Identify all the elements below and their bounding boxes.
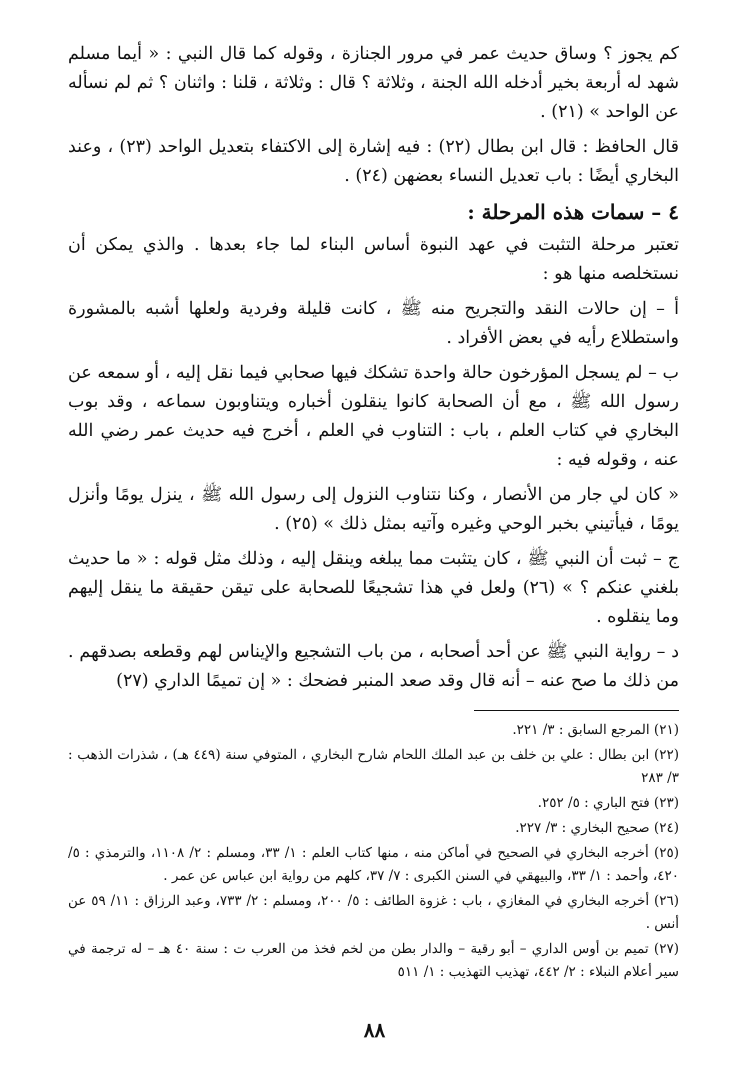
paragraph-point-b: ب – لم يسجل المؤرخون حالة واحدة تشكك فيها صحابي فيما نقل إليه ، أو سمعه عن رسول الله ﷺ ، مع أن الصحابة كانوا ينقلون أخباره ويتناوبون سماعه ، وقد بوب البخاري في كتاب العلم ، باب : التناوب في العلم ، أخرج فيه حديث عمر رضي الله عنه ، وقوله فيه :	[68, 363, 679, 470]
footnote-25: (٢٥) أخرجه البخاري في الصحيح في أماكن منه ، منها كتاب العلم : ١/ ٣٣، ومسلم : ٢/ ١١٠٨، والترمذي : ٥/ ٤٢٠، وأحمد : ١/ ٣٣، والبيهقي في السنن الكبرى : ٧/ ٣٧، كلهم من رواية ابن عباس عن عمر .	[68, 845, 680, 884]
section-heading: ٤ – سمات هذه المرحلة :	[467, 200, 679, 224]
footnote-22: (٢٢) ابن بطال : علي بن خلف بن عبد الملك اللحام شارح البخاري ، المتوفي سنة (٤٤٩ هـ) ، شذرات الذهب : ٣/ ٢٨٣	[68, 747, 680, 786]
paragraph-intro: تعتبر مرحلة التثبت في عهد النبوة أساس البناء لما جاء بعدها . والذي يمكن أن نستخلصه منها هو :	[68, 235, 679, 284]
paragraph-quote-umar: « كان لي جار من الأنصار ، وكنا نتناوب النزول إلى رسول الله ﷺ ، ينزل يومًا وأنزل يومًا ، فيأتيني بخبر الوحي وغيره وآتيه بمثل ذلك » (٢٥) .	[68, 485, 679, 534]
body-text	[68, 40, 679, 696]
paragraph-point-a: أ – إن حالات النقد والتجريح منه ﷺ ، كانت قليلة وفردية ولعلها أشبه بالمشورة واستطلاع رأيه في بعض الأفراد .	[68, 299, 679, 348]
footnote-divider	[474, 710, 679, 711]
footnotes	[68, 719, 679, 984]
footnote-21: (٢١) المرجع السابق : ٣/ ٢٢١.	[512, 722, 679, 738]
footnote-24: (٢٤) صحيح البخاري : ٣/ ٢٢٧.	[515, 820, 679, 836]
paragraph-point-d: د – رواية النبي ﷺ عن أحد أصحابه ، من باب التشجيع والإيناس لهم وقطعه بصدقهم . من ذلك ما صح عنه – أنه قال وقد صعد المنبر فضحك : « إن تميمًا الداري (٢٧)	[68, 642, 679, 691]
paragraph-funeral-hadith: كم يجوز ؟ وساق حديث عمر في مرور الجنازة ، وقوله كما قال النبي : « أيما مسلم شهد له أربعة بخير أدخله الله الجنة ، وثلاثة ؟ قال : وثلاثة ، قلنا : واثنان ؟ ثم لم نسأله عن الواحد » (٢١) .	[68, 44, 679, 122]
footnote-23: (٢٣) فتح الباري : ٥/ ٢٥٢.	[537, 795, 679, 811]
page-number: ٨٨	[363, 1018, 386, 1042]
paragraph-ibn-battal: قال الحافظ : قال ابن بطال (٢٢) : فيه إشارة إلى الاكتفاء بتعديل الواحد (٢٣) ، وعند البخاري أيضًا : باب تعديل النساء بعضهن (٢٤) .	[68, 137, 679, 186]
paragraph-point-c: ج – ثبت أن النبي ﷺ ، كان يتثبت مما يبلغه وينقل إليه ، وذلك مثل قوله : « ما حديث بلغني عنكم ؟ » (٢٦) ولعل في هذا تشجيعًا للصحابة على تيقن حقيقة ما ينقل إليهم وما ينقلوه .	[68, 549, 679, 627]
footnote-26: (٢٦) أخرجه البخاري في المغازي ، باب : غزوة الطائف : ٥/ ٢٠٠، ومسلم : ٢/ ٧٣٣، وعبد الرزاق : ١١/ ٥٩ عن أنس .	[68, 893, 680, 932]
footnote-27: (٢٧) تميم بن أوس الداري – أبو رقية – والدار بطن من لخم فخذ من العرب ت : سنة ٤٠ هـ – له ترجمة في سير أعلام النبلاء : ٢/ ٤٤٢، تهذيب التهذيب : ١/ ٥١١	[68, 941, 679, 980]
